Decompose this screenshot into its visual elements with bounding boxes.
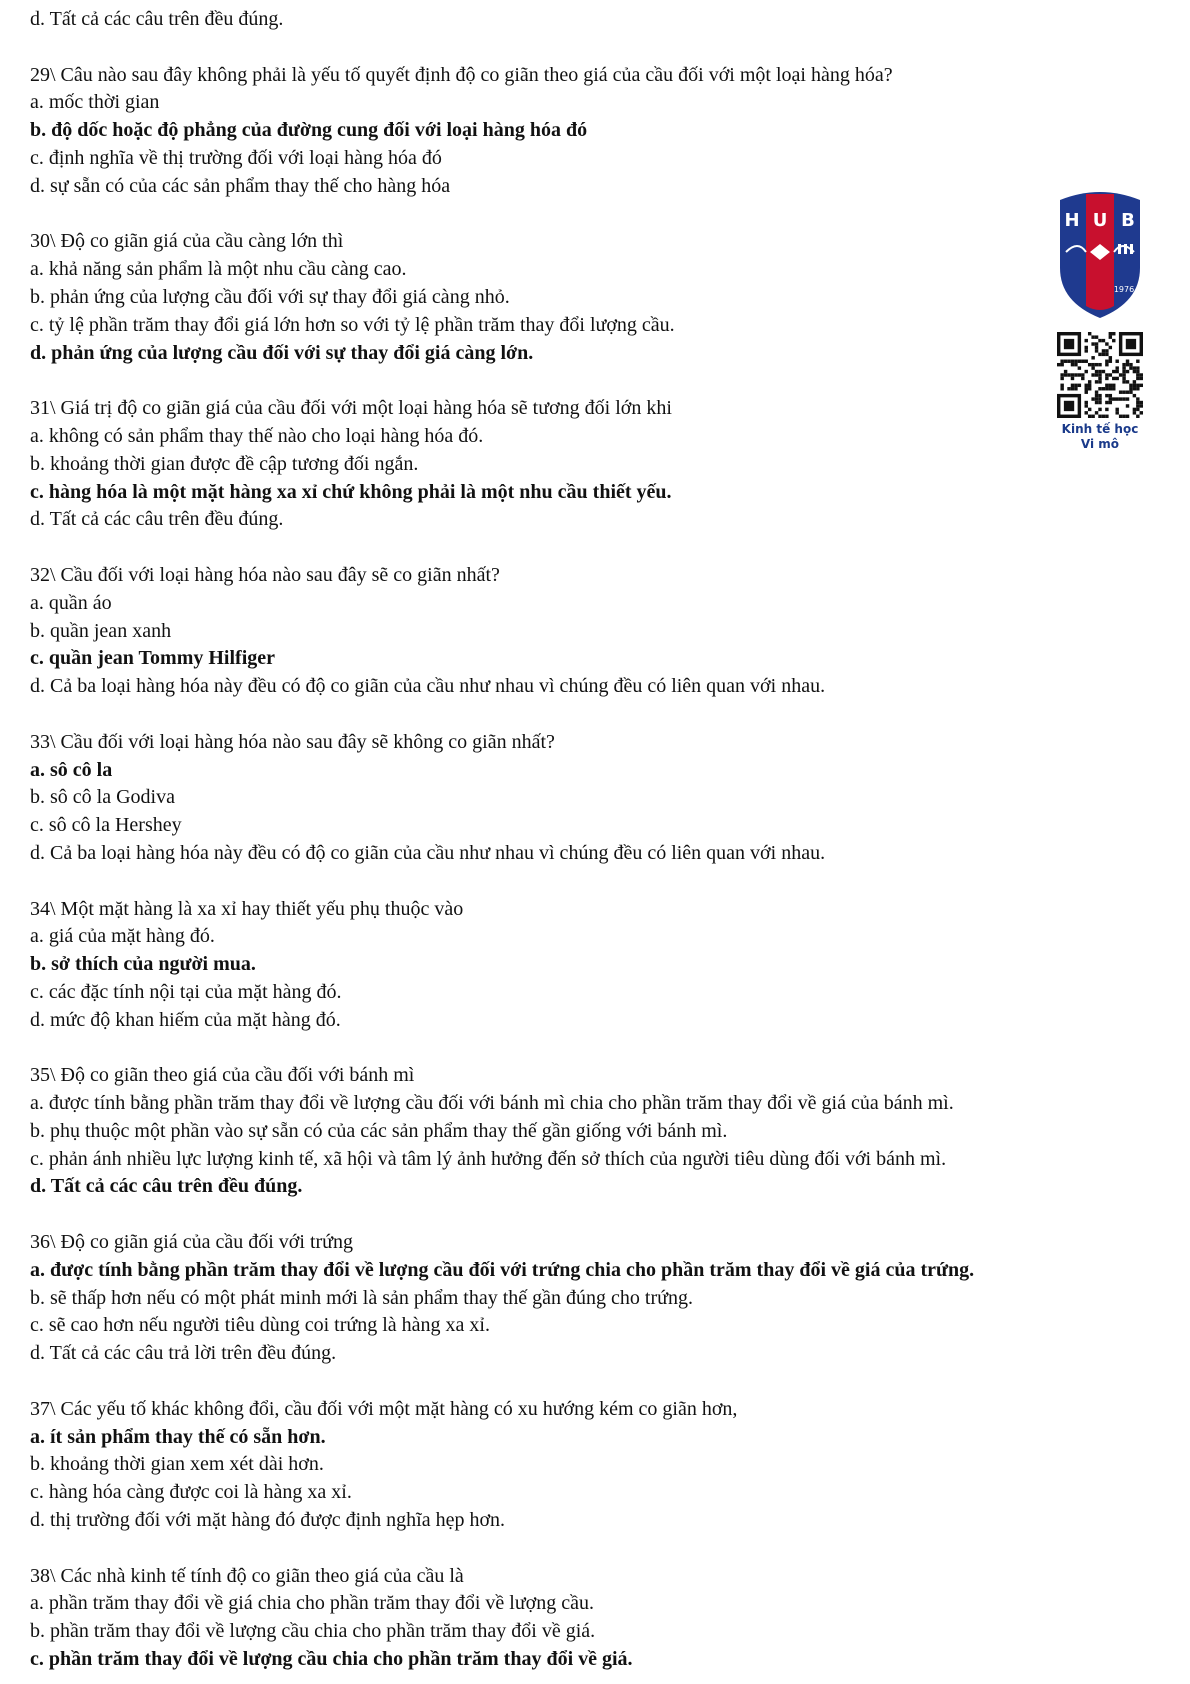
caption-line-2: Vi mô <box>1080 437 1120 451</box>
blank-line <box>30 534 1180 562</box>
text-line: b. phản ứng của lượng cầu đối với sự thay đổi giá càng nhỏ. <box>30 285 510 308</box>
text-line: d. Tất cả các câu trên đều đúng. <box>30 8 284 30</box>
text-line: a. mốc thời gian <box>30 91 160 114</box>
text-line: b. sẽ thấp hơn nếu có một phát minh mới là sản phẩm thay thế gần đúng cho trứng. <box>30 1286 693 1309</box>
text-line: b. khoảng thời gian xem xét dài hơn. <box>30 1453 324 1476</box>
text-line: d. Tất cả các câu trả lời trên đều đúng. <box>30 1342 337 1365</box>
text-line: d. Cả ba loại hàng hóa này đều có độ co giãn của cầu như nhau vì chúng đều có liên quan với nhau. <box>30 675 826 698</box>
text-line: c. các đặc tính nội tại của mặt hàng đó. <box>30 980 342 1003</box>
blank-line <box>30 1201 1180 1229</box>
text-line: 37\ Các yếu tố khác không đổi, cầu đối với một mặt hàng có xu hướng kém co giãn hơn, <box>30 1397 738 1420</box>
answer-line-correct: a. sô cô la <box>30 758 113 781</box>
answer-line-correct: b. độ dốc hoặc độ phẳng của đường cung đối với loại hàng hóa đó <box>30 119 588 142</box>
blank-line <box>30 1535 1180 1563</box>
course-title-caption <box>1062 422 1139 452</box>
text-line: c. hàng hóa càng được coi là hàng xa xỉ. <box>30 1481 352 1504</box>
text-line: a. phần trăm thay đổi về giá chia cho phần trăm thay đổi về lượng cầu. <box>30 1592 595 1615</box>
text-line: c. sẽ cao hơn nếu người tiêu dùng coi trứng là hàng xa xỉ. <box>30 1314 490 1337</box>
qr-code-icon <box>1057 332 1143 418</box>
text-line: 36\ Độ co giãn giá của cầu đối với trứng <box>30 1231 353 1254</box>
blank-line <box>30 1368 1180 1396</box>
blank-line <box>30 367 1180 395</box>
text-line: b. phụ thuộc một phần vào sự sẵn có của các sản phẩm thay thế gần giống với bánh mì. <box>30 1119 728 1142</box>
blank-line <box>30 1034 1180 1062</box>
answer-line-correct: c. phần trăm thay đổi về lượng cầu chia cho phần trăm thay đổi về giá. <box>30 1648 633 1671</box>
text-line: c. sô cô la Hershey <box>30 814 182 837</box>
text-line: 33\ Cầu đối với loại hàng hóa nào sau đây sẽ không co giãn nhất? <box>30 730 555 753</box>
hub-shield-logo <box>1056 190 1144 320</box>
text-line: d. Cả ba loại hàng hóa này đều có độ co giãn của cầu như nhau vì chúng đều có liên quan với nhau. <box>30 841 826 864</box>
answer-line-correct: d. Tất cả các câu trên đều đúng. <box>30 1175 303 1198</box>
logo-letter-u: U <box>1092 210 1108 231</box>
logo-letter-h: H <box>1064 210 1080 231</box>
answer-line-correct: b. sở thích của người mua. <box>30 953 256 976</box>
document-body <box>30 6 1180 1674</box>
text-line: c. định nghĩa về thị trường đối với loại hàng hóa đó <box>30 146 442 169</box>
blank-line <box>30 34 1180 62</box>
text-line: 29\ Câu nào sau đây không phải là yếu tố quyết định độ co giãn theo giá của cầu đối với một loại hàng hóa? <box>30 63 893 86</box>
text-line: 35\ Độ co giãn theo giá của cầu đối với bánh mì <box>30 1064 415 1087</box>
text-line: b. quần jean xanh <box>30 619 172 642</box>
answer-line-correct: c. hàng hóa là một mặt hàng xa xỉ chứ không phải là một nhu cầu thiết yếu. <box>30 480 672 503</box>
text-line: 32\ Cầu đối với loại hàng hóa nào sau đây sẽ co giãn nhất? <box>30 563 500 586</box>
blank-line <box>30 201 1180 229</box>
text-line: b. sô cô la Godiva <box>30 786 175 809</box>
answer-line-correct: c. quần jean Tommy Hilfiger <box>30 647 276 670</box>
text-line: d. mức độ khan hiếm của mặt hàng đó. <box>30 1008 341 1031</box>
logo-year: 1976 <box>1113 285 1135 294</box>
answer-line-correct: a. ít sản phẩm thay thế có sẵn hơn. <box>30 1425 326 1448</box>
text-line: a. khả năng sản phẩm là một nhu cầu càng cao. <box>30 258 407 281</box>
text-line: a. giá của mặt hàng đó. <box>30 925 215 948</box>
text-line: 30\ Độ co giãn giá của cầu càng lớn thì <box>30 230 344 253</box>
text-line: b. khoảng thời gian được đề cập tương đối ngắn. <box>30 452 419 475</box>
text-line: a. không có sản phẩm thay thế nào cho loại hàng hóa đó. <box>30 424 484 447</box>
caption-line-1: Kinh tế học <box>1061 422 1139 436</box>
text-line: d. sự sẵn có của các sản phẩm thay thế cho hàng hóa <box>30 174 451 197</box>
text-line: a. quần áo <box>30 591 112 614</box>
text-line: d. Tất cả các câu trên đều đúng. <box>30 508 284 531</box>
answer-line-correct: d. phản ứng của lượng cầu đối với sự thay đổi giá càng lớn. <box>30 341 534 364</box>
text-line: c. tỷ lệ phần trăm thay đổi giá lớn hơn so với tỷ lệ phần trăm thay đổi lượng cầu. <box>30 313 675 336</box>
text-line: c. phản ánh nhiều lực lượng kinh tế, xã hội và tâm lý ảnh hưởng đến sở thích của người tiêu dùng đối với bánh mì. <box>30 1147 947 1170</box>
blank-line <box>30 868 1180 896</box>
text-line: 38\ Các nhà kinh tế tính độ co giãn theo giá của cầu là <box>30 1564 464 1587</box>
text-line: d. thị trường đối với mặt hàng đó được định nghĩa hẹp hơn. <box>30 1509 506 1532</box>
hub-logo-block <box>1050 190 1150 452</box>
blank-line <box>30 701 1180 729</box>
text-line: 34\ Một mặt hàng là xa xỉ hay thiết yếu phụ thuộc vào <box>30 897 464 920</box>
logo-letter-b: B <box>1121 210 1135 231</box>
text-line: b. phần trăm thay đổi về lượng cầu chia cho phần trăm thay đổi về giá. <box>30 1620 596 1643</box>
text-line: 31\ Giá trị độ co giãn giá của cầu đối với một loại hàng hóa sẽ tương đối lớn khi <box>30 397 672 420</box>
text-line: a. được tính bằng phần trăm thay đổi về lượng cầu đối với bánh mì chia cho phần trăm thay đổi về giá của bánh mì. <box>30 1092 954 1115</box>
answer-line-correct: a. được tính bằng phần trăm thay đổi về lượng cầu đối với trứng chia cho phần trăm thay đổi về giá của trứng. <box>30 1258 975 1281</box>
